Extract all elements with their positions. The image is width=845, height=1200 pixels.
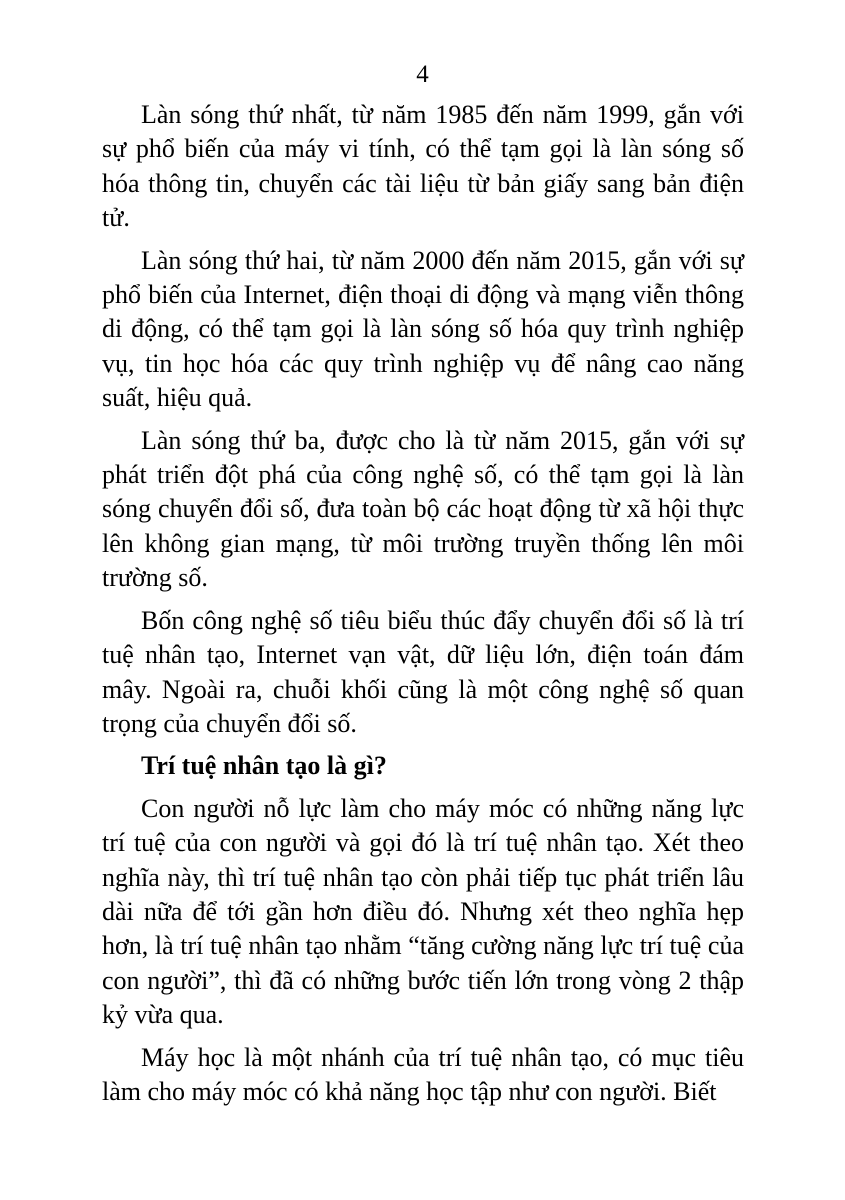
paragraph-first-wave: Làn sóng thứ nhất, từ năm 1985 đến năm 1999, gắn với sự phổ biến của máy vi tính, có thể tạm gọi là làn sóng số hóa thông tin, chuyển các tài liệu từ bản giấy sang bản điện tử. [102, 100, 744, 233]
paragraph-four-technologies: Bốn công nghệ số tiêu biểu thúc đẩy chuyển đổi số là trí tuệ nhân tạo, Internet vạn vật, dữ liệu lớn, điện toán đám mây. Ngoài ra, chuỗi khối cũng là một công nghệ số quan trọng của chuyển đổi số. [102, 605, 744, 738]
page-body [102, 98, 744, 1117]
paragraph-machine-learning: Máy học là một nhánh của trí tuệ nhân tạo, có mục tiêu làm cho máy móc có khả năng học tập như con người. Biết [102, 1042, 744, 1106]
page-number: 4 [416, 61, 429, 88]
paragraph-second-wave: Làn sóng thứ hai, từ năm 2000 đến năm 2015, gắn với sự phổ biến của Internet, điện thoại di động và mạng viễn thông di động, có thể tạm gọi là làn sóng số hóa quy trình nghiệp vụ, tin học hóa các quy trình nghiệp vụ để nâng cao năng suất, hiệu quả. [102, 245, 744, 413]
paragraph-ai-definition: Con người nỗ lực làm cho máy móc có những năng lực trí tuệ của con người và gọi đó là trí tuệ nhân tạo. Xét theo nghĩa này, thì trí tuệ nhân tạo còn phải tiếp tục phát triển lâu dài nữa để tới gần hơn điều đó. Nhưng xét theo nghĩa hẹp hơn, là trí tuệ nhân tạo nhằm “tăng cường năng lực trí tuệ của con người”, thì đã có những bước tiến lớn trong vòng 2 thập kỷ vừa qua. [102, 793, 744, 1030]
section-heading: Trí tuệ nhân tạo là gì? [141, 751, 387, 781]
paragraph-third-wave: Làn sóng thứ ba, được cho là từ năm 2015, gắn với sự phát triển đột phá của công nghệ số, có thể tạm gọi là làn sóng chuyển đổi số, đưa toàn bộ các hoạt động từ xã hội thực lên không gian mạng, từ môi trường truyền thống lên môi trường số. [102, 425, 744, 593]
